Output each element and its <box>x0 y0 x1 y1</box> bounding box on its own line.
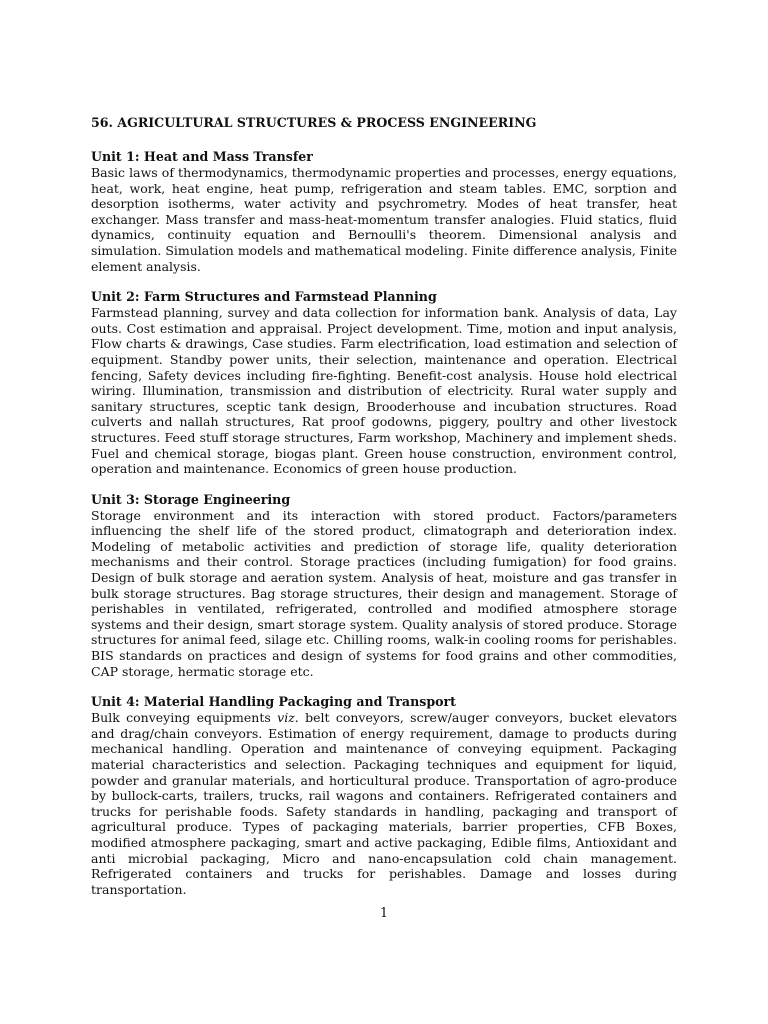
unit-1-section <box>91 149 677 274</box>
document-page <box>91 115 677 912</box>
unit-2-body: Farmstead planning, survey and data collection for information bank. Analysis of data, Lay outs. Cost estimation and appraisal. Project development. Time, motion and input analysis, Flow charts & drawings, Case studies. Farm electrification, load estimation and selection of equipment. Standby power units, their selection, maintenance and operation. Electrical fencing, Safety devices including fire-fighting. Benefit-cost analysis. House hold electrical wiring. Illumination, transmission and distribution of electricity. Rural water supply and sanitary structures, sceptic tank design, Brooderhouse and incubation structures. Road culverts and nallah structures, Rat proof godowns, piggery, poultry and other livestock structures. Feed stuff storage structures, Farm workshop, Machinery and implement sheds. Fuel and chemical storage, biogas plant. Green house construction, environment control, operation and maintenance. Economics of green house production. <box>91 305 677 477</box>
unit-1-heading: Unit 1: Heat and Mass Transfer <box>91 149 313 164</box>
unit-4-section <box>91 694 677 897</box>
unit-3-body: Storage environment and its interaction with stored product. Factors/parameters influencing the shelf life of the stored product, climatograph and deterioration index. Modeling of metabolic activities and prediction of storage life, quality deterioration mechanisms and their control. Storage practices (including fumigation) for food grains. Design of bulk storage and aeration system. Analysis of heat, moisture and gas transfer in bulk storage structures. Bag storage structures, their design and management. Storage of perishables in ventilated, refrigerated, controlled and modified atmosphere storage systems and their design, smart storage system. Quality analysis of stored produce. Storage structures for animal feed, silage etc. Chilling rooms, walk-in cooling rooms for perishables. BIS standards on practices and design of systems for food grains and other commodities, CAP storage, hermatic storage etc. <box>91 507 677 679</box>
unit-4-body <box>91 710 677 897</box>
unit-2-section <box>91 289 677 477</box>
unit-2-heading: Unit 2: Farm Structures and Farmstead Planning <box>91 289 437 305</box>
unit-4-heading: Unit 4: Material Handling Packaging and Transport <box>91 694 456 710</box>
unit-4-body-italic: viz. <box>277 710 299 726</box>
unit-3-section <box>91 492 677 680</box>
unit-3-heading: Unit 3: Storage Engineering <box>91 491 291 507</box>
unit-4-body-start: Bulk conveying equipments <box>91 710 278 726</box>
document-title: 56. AGRICULTURAL STRUCTURES & PROCESS ENGINEERING <box>91 115 537 130</box>
page-number: 1 <box>379 905 388 920</box>
unit-4-body-rest: belt conveyors, screw/auger conveyors, bucket elevators and drag/chain conveyors. Estimation of energy requirement, damage to products during mechanical handling. Operation and maintenance of conveying equipment. Packaging material characteristics and selection. Packaging techniques and equipment for liquid, powder and granular materials, and horticultural produce. Transportation of agro-produce by bullock-carts, trailers, trucks, rail wagons and containers. Refrigerated containers and trucks for perishable foods. Safety standards in handling, packaging and transport of agricultural produce. Types of packaging materials, barrier properties, CFB Boxes, modified atmosphere packaging, smart and active packaging, Edible films, Antioxidant and anti microbial packaging, Micro and nano-encapsulation cold chain management. Refrigerated containers and trucks for perishables. Damage and losses during transportation. <box>91 710 677 897</box>
unit-1-body: Basic laws of thermodynamics, thermodynamic properties and processes, energy equations, heat, work, heat engine, heat pump, refrigeration and steam tables. EMC, sorption and desorption isotherms, water activity and psychrometry. Modes of heat transfer, heat exchanger. Mass transfer and mass-heat-momentum transfer analogies. Fluid statics, fluid dynamics, continuity equation and Bernoulli's theorem. Dimensional analysis and simulation. Simulation models and mathematical modeling. Finite difference analysis, Finite element analysis. <box>91 165 677 274</box>
